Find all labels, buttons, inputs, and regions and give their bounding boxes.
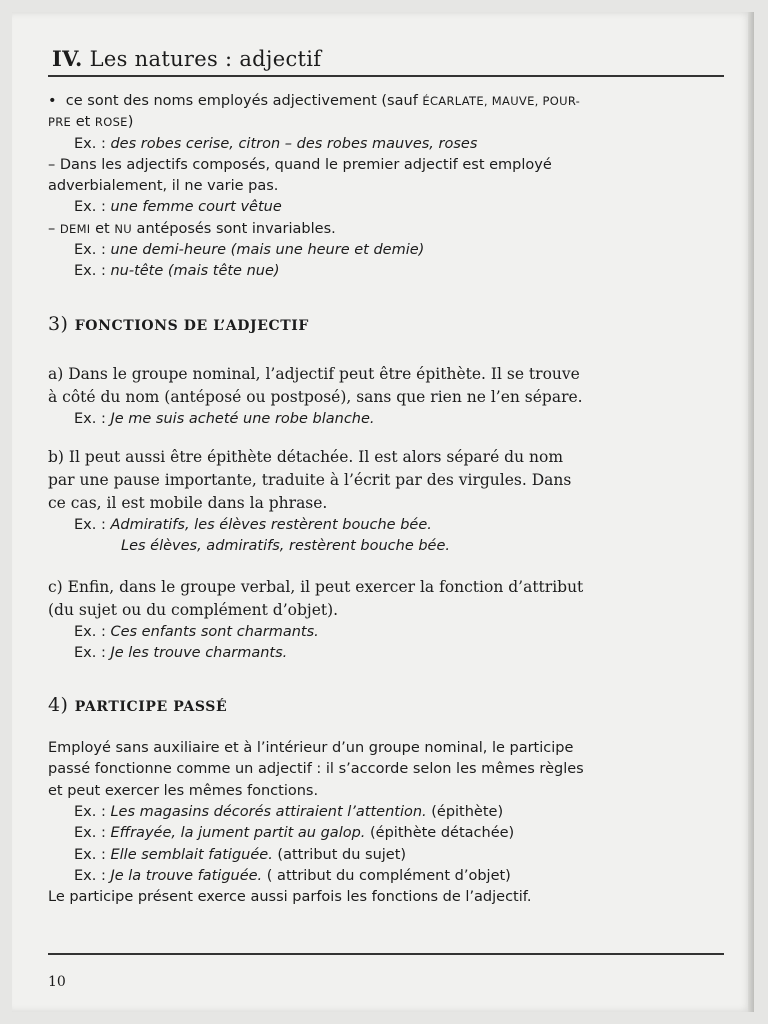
rule-demi-nu: – DEMI et NU antéposés sont invariables. (48, 220, 336, 237)
participe-line3: et peut exercer les mêmes fonctions. (48, 782, 319, 799)
fonction-c-line1: c) Enfin, dans le groupe verbal, il peut exercer la fonction d’attribut (48, 577, 584, 596)
participe-closing: Le participe présent exerce aussi parfois les fonctions de l’adjectif. (48, 889, 532, 906)
participe-example-1: Ex. : Les magasins décorés attiraient l’attention. (épithète) (74, 804, 504, 821)
accord-rules (48, 91, 724, 283)
chapter-number: IV. (52, 46, 83, 71)
page-content (48, 46, 724, 909)
example-3: Ex. : une demi-heure (mais une heure et demie) (74, 242, 425, 259)
fonction-b (48, 446, 724, 515)
fonction-c (48, 576, 724, 622)
fonction-c-line2: (du sujet ou du complément d’objet). (48, 600, 339, 619)
chapter-title (52, 46, 724, 71)
footer-rule (48, 953, 724, 955)
book-page (12, 12, 754, 1012)
fonction-a-line1: a) Dans le groupe nominal, l’adjectif peut être épithète. Il se trouve (48, 364, 580, 383)
fonction-a (48, 363, 724, 409)
rule-noms-adjectives-cont: PRE et ROSE) (48, 114, 134, 131)
fonction-b-line1: b) Il peut aussi être épithète détachée. Il est alors séparé du nom (48, 447, 564, 466)
participe-body (48, 738, 724, 908)
chapter-title-text: Les natures : adjectif (89, 47, 322, 71)
participe-line1: Employé sans auxiliaire et à l’intérieur d’un groupe nominal, le participe (48, 740, 574, 757)
participe-example-2: Ex. : Effrayée, la jument partit au galop. (épithète détachée) (74, 825, 515, 842)
fonction-a-example: Ex. : Je me suis acheté une robe blanche. (74, 410, 375, 427)
rule-noms-adjectives: • ce sont des noms employés adjectivement (sauf ÉCARLATE, MAUVE, POUR- (48, 93, 581, 109)
fonction-b-line3: ce cas, il est mobile dans la phrase. (48, 493, 328, 512)
fonction-c-example-1: Ex. : Ces enfants sont charmants. (74, 623, 319, 640)
example-4: Ex. : nu-tête (mais tête nue) (74, 263, 280, 280)
participe-example-4: Ex. : Je la trouve fatiguée. ( attribut du complément d’objet) (74, 867, 511, 884)
fonction-c-example-2: Ex. : Je les trouve charmants. (74, 644, 288, 661)
page-number: 10 (48, 974, 66, 990)
fonction-b-example-2: Les élèves, admiratifs, restèrent bouche bée. (121, 538, 451, 555)
example-2: Ex. : une femme court vêtue (74, 199, 282, 216)
participe-line2: passé fonctionne comme un adjectif : il s’accorde selon les mêmes règles (48, 761, 584, 778)
example-1: Ex. : des robes cerise, citron – des robes mauves, roses (74, 135, 478, 152)
rule-composes-line1: – Dans les adjectifs composés, quand le premier adjectif est employé (48, 156, 552, 173)
chapter-rule (48, 75, 724, 77)
rule-composes-line2: adverbialement, il ne varie pas. (48, 178, 279, 195)
participe-example-3: Ex. : Elle semblait fatiguée. (attribut du sujet) (74, 846, 407, 863)
heading-fonctions: 3) FONCTIONS DE L’ADJECTIF (48, 312, 309, 335)
heading-participe: 4) PARTICIPE PASSÉ (48, 694, 228, 717)
page-edge (748, 12, 754, 1012)
fonction-b-line2: par une pause importante, traduite à l’écrit par des virgules. Dans (48, 470, 572, 489)
fonction-b-example-1: Ex. : Admiratifs, les élèves restèrent bouche bée. (74, 516, 432, 533)
fonction-a-line2: à côté du nom (antéposé ou postposé), sans que rien ne l’en sépare. (48, 387, 583, 406)
